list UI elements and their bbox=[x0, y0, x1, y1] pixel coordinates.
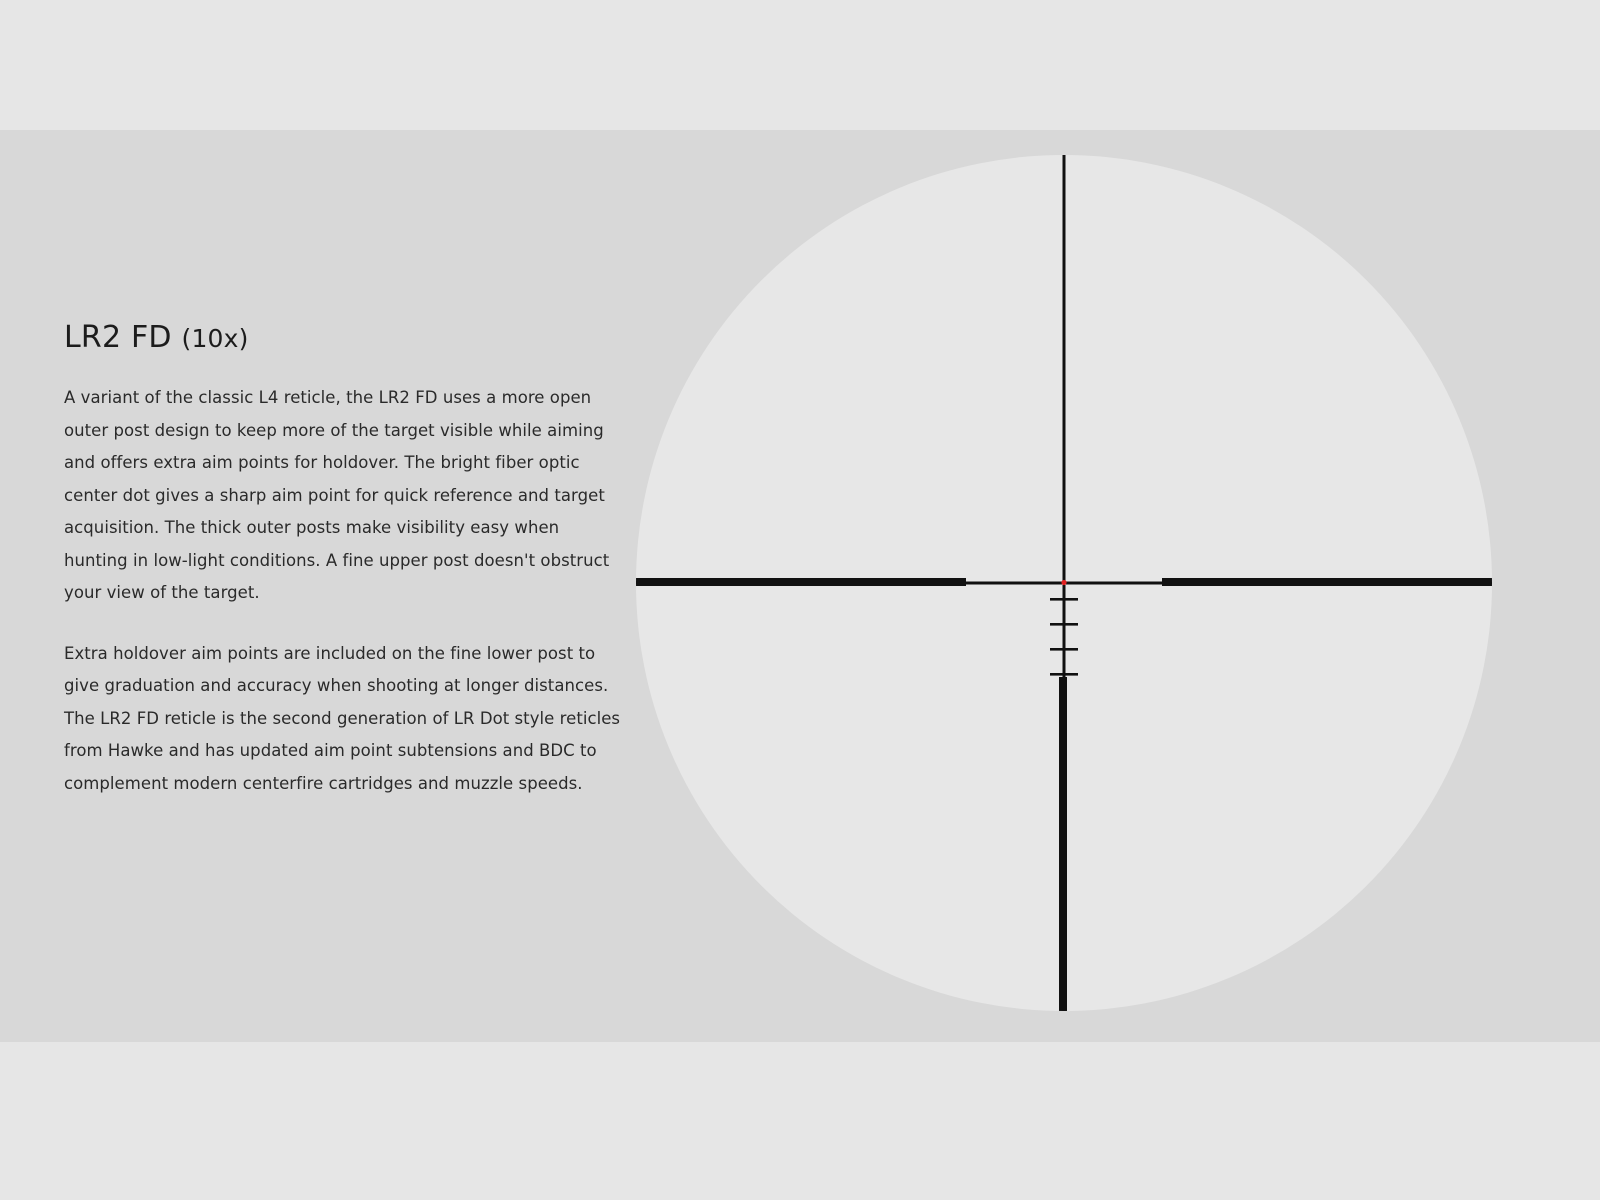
right-thick-post bbox=[1162, 578, 1492, 586]
description-paragraph-2: Extra holdover aim points are included on the fine lower post to give graduation and accuracy when shooting at longer distances. The LR2 FD reticle is the second generation of LR Dot style reticles from Hawke and has updated aim point subtensions and BDC to complement modern centerfire cartridges and muzzle speeds. bbox=[64, 643, 621, 793]
description-column bbox=[64, 320, 624, 800]
page-title bbox=[64, 320, 624, 356]
reticle-svg bbox=[636, 155, 1492, 1011]
lower-thick-post bbox=[1059, 677, 1067, 1011]
reticle-name: LR2 FD bbox=[64, 320, 172, 355]
reticle-diagram bbox=[636, 155, 1492, 1011]
right-fine-crosshair bbox=[1064, 582, 1162, 585]
content-area bbox=[0, 130, 1600, 1042]
holdover-mark-1 bbox=[1050, 598, 1078, 601]
holdover-mark-2 bbox=[1050, 623, 1078, 626]
holdover-mark-4 bbox=[1050, 673, 1078, 676]
upper-fine-post bbox=[1063, 155, 1066, 583]
reticle-magnification: (10x) bbox=[181, 324, 249, 353]
left-fine-crosshair bbox=[966, 582, 1064, 585]
holdover-mark-3 bbox=[1050, 648, 1078, 651]
center-fiber-optic-dot bbox=[1061, 580, 1066, 585]
description-paragraph-1: A variant of the classic L4 reticle, the LR2 FD uses a more open outer post design to keep more of the target visible while aiming and offers extra aim points for holdover. The bright fiber optic center dot gives a sharp aim point for quick reference and target acquisition. The thick outer posts make visibility easy when hunting in low-light conditions. A fine upper post doesn't obstruct your view of the target. bbox=[64, 388, 610, 602]
left-thick-post bbox=[636, 578, 966, 586]
